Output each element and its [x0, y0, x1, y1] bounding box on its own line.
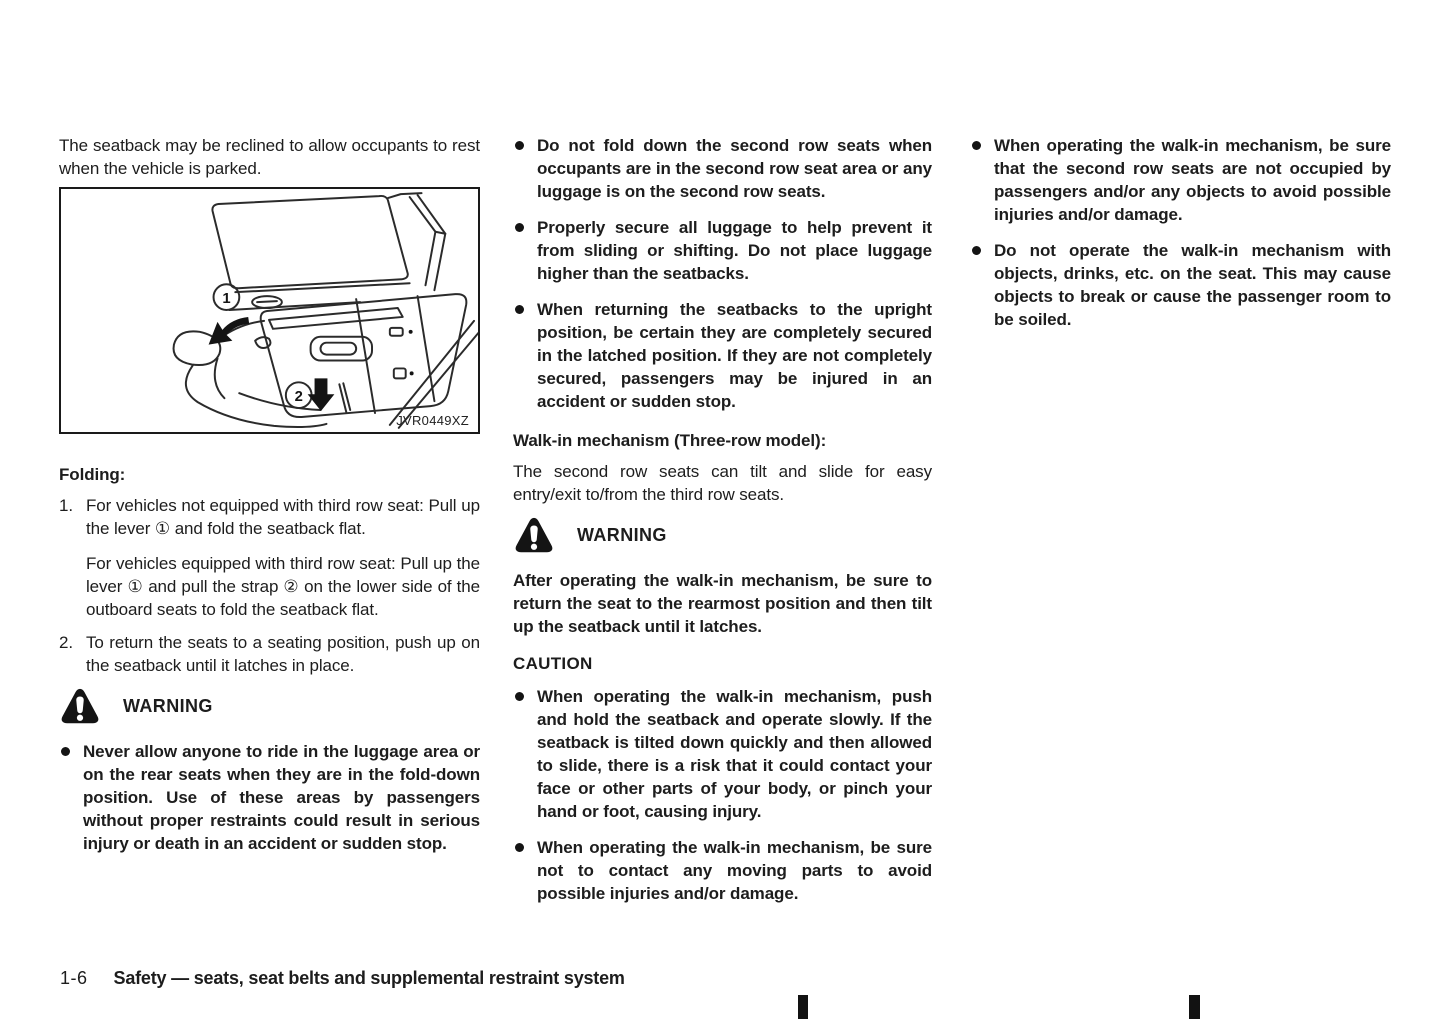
- warning-bullet-item: [513, 134, 932, 203]
- figure-marker-1: 1: [222, 291, 231, 308]
- bullet-text: When returning the seatbacks to the upright position, be certain they are completely secured in the latched position. If they are not completely secured, passengers may be injured in an accident or sudden stop.: [537, 300, 932, 411]
- column-right: [970, 134, 1391, 331]
- column-middle: [513, 134, 932, 905]
- step-number: 1.: [59, 496, 73, 515]
- bullet-text: Never allow anyone to ride in the luggage area or on the rear seats when they are in the fold-down position. Use of these areas by passengers without proper restraints could result in serious injury or death in an accident or sudden stop.: [83, 742, 480, 853]
- registration-mark-left: [798, 995, 808, 1019]
- bullet-dot: [515, 141, 524, 150]
- walkin-heading: Walk-in mechanism (Three-row model):: [513, 431, 827, 450]
- caution-bullet-item: [513, 685, 932, 823]
- step-paragraph: To return the seats to a seating position, push up on the seatback until it latches in place.: [86, 633, 480, 675]
- bullet-text: Properly secure all luggage to help prevent it from sliding or shifting. Do not place luggage higher than the seatbacks.: [537, 218, 932, 283]
- warning-label: WARNING: [577, 524, 667, 545]
- bullet-dot: [61, 747, 70, 756]
- warning-triangle-icon: [513, 516, 555, 554]
- page-footer: [60, 966, 625, 990]
- warning-label: WARNING: [123, 695, 213, 716]
- warning-triangle-icon: [59, 687, 101, 725]
- figure-marker-2: 2: [294, 389, 303, 406]
- figure-caption: JVR0449XZ: [396, 413, 469, 428]
- caution-bullet-item: [970, 134, 1391, 226]
- bullet-text: When operating the walk-in mechanism, push and hold the seatback and operate slowly. If the seatback is tilted down quickly and then allowed to slide, there is a risk that it could contact your face or other parts of your body, or pinch your hand or foot, causing injury.: [537, 687, 932, 821]
- warning-bullet-item: [513, 298, 932, 413]
- column-left: [59, 134, 480, 855]
- bullet-text: Do not fold down the second row seats when occupants are in the second row seat area or any luggage is on the second row seats.: [537, 136, 932, 201]
- warning-bullet-item: [513, 216, 932, 285]
- registration-mark-right: [1189, 995, 1200, 1019]
- warning-bullet-item: [59, 740, 480, 855]
- step-number: 2.: [59, 633, 73, 652]
- step-text: [86, 494, 480, 621]
- page-number: 1-6: [60, 968, 88, 988]
- caution-heading: CAUTION: [513, 654, 593, 673]
- bullet-text: When operating the walk-in mechanism, be sure that the second row seats are not occupied by passengers and/or any objects to avoid possible injuries and/or damage.: [994, 136, 1391, 224]
- warning-header: [513, 516, 932, 554]
- bullet-dot: [515, 223, 524, 232]
- caution-bullet-item: [513, 836, 932, 905]
- warning-paragraph: After operating the walk-in mechanism, be sure to return the seat to the rearmost position and then tilt up the seatback until it latches.: [513, 571, 932, 636]
- seat-fold-illustration: [61, 189, 478, 432]
- bullet-text: When operating the walk-in mechanism, be sure not to contact any moving parts to avoid possible injuries and/or damage.: [537, 838, 932, 903]
- step-paragraph: For vehicles not equipped with third row seat: Pull up the lever ① and fold the seatback flat.: [86, 496, 480, 538]
- warning-header: [59, 687, 480, 725]
- bullet-dot: [515, 305, 524, 314]
- folding-heading: Folding:: [59, 465, 126, 484]
- folding-step-2: [59, 631, 480, 677]
- bullet-dot: [972, 141, 981, 150]
- seat-fold-figure: [59, 187, 480, 434]
- bullet-dot: [972, 246, 981, 255]
- folding-step-1: [59, 494, 480, 621]
- intro-paragraph: The seatback may be reclined to allow occupants to rest when the vehicle is parked.: [59, 136, 480, 178]
- walkin-body: The second row seats can tilt and slide for easy entry/exit to/from the third row seats.: [513, 462, 932, 504]
- step-text: [86, 631, 480, 677]
- bullet-dot: [515, 843, 524, 852]
- bullet-dot: [515, 692, 524, 701]
- caution-bullet-item: [970, 239, 1391, 331]
- section-title: Safety — seats, seat belts and supplemental restraint system: [113, 968, 625, 988]
- bullet-text: Do not operate the walk-in mechanism with objects, drinks, etc. on the seat. This may cause objects to break or cause the passenger room to be soiled.: [994, 241, 1391, 329]
- step-paragraph: For vehicles equipped with third row seat: Pull up the lever ① and pull the strap ② on the lower side of the outboard seats to fold the seatback flat.: [86, 554, 480, 619]
